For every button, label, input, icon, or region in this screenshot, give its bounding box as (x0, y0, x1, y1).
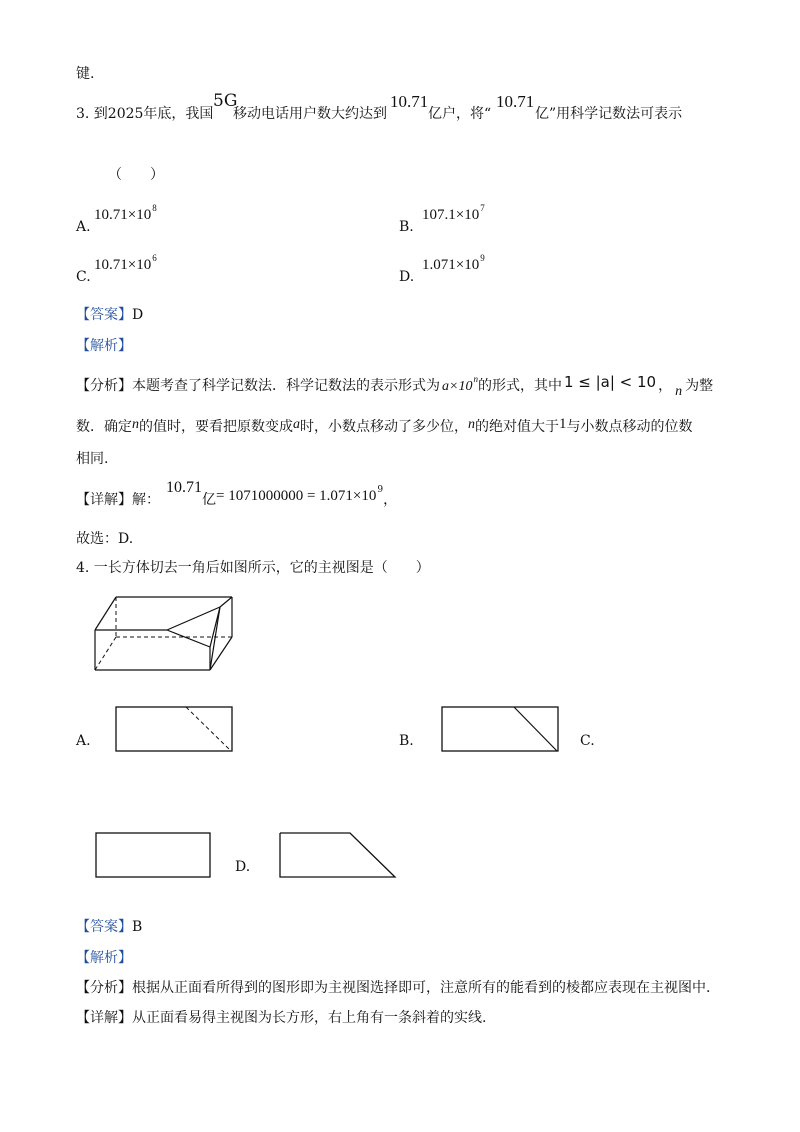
q3-choose: 故选：D. (76, 531, 134, 547)
q4-option-c-figure (95, 832, 211, 878)
q4-detail: 【详解】从正面看易得主视图为长方形，右上角有一条斜着的实线. (76, 1010, 487, 1026)
answer-value: B (132, 919, 143, 935)
fenxi-formula: $a\times 10^n$ (442, 374, 478, 394)
q3-option-a-value: $10.71\times 10^8$ (94, 203, 157, 223)
q4-option-c-label: C. (580, 733, 595, 749)
q3-answer (76, 308, 143, 322)
q3-text-part1: 3. 到2025年底，我国 (76, 106, 214, 122)
q3-option-d-label: D. (399, 269, 415, 285)
q4-option-d-figure (279, 832, 397, 878)
fenxi-inequality: 1 ≤ |a| < 10 (563, 373, 657, 391)
q3-fenxi-line3: 相同. (76, 451, 109, 467)
answer-tag: 【答案】 (76, 307, 132, 323)
q3-option-c-label: C. (76, 269, 91, 285)
q3-token-5g: 5G (213, 91, 238, 111)
prev-text-tail: 键. (76, 66, 95, 82)
detail-tag: 【详解】 (76, 492, 132, 508)
q3-value-2: 10.71 (496, 92, 535, 111)
fenxi-tag: 【分析】 (76, 980, 132, 996)
q4-option-d-label: D. (235, 859, 251, 875)
q3-text-part4: 亿”用科学记数法可表示 (535, 106, 683, 122)
q3-text-part3: 亿户，将“ (428, 106, 492, 122)
q4-cuboid-figure (90, 590, 250, 680)
q3-option-b-label: B. (399, 219, 414, 235)
q3-option-c-value: $10.71\times 10^6$ (94, 253, 157, 273)
q3-option-a-label: A. (76, 219, 91, 235)
q3-text-part2: 移动电话用户数大约达到 (233, 106, 387, 122)
q3-fenxi-line2: 数．确定n的值时，要看把原数变成a时，小数点移动了多少位，n的绝对值大于1与小数点移动的位数 (76, 416, 693, 435)
q4-option-a-figure (115, 706, 233, 752)
q4-answer (76, 920, 142, 934)
q4-option-b-figure (441, 706, 559, 752)
q3-fenxi-line1: 【分析】本题考查了科学记数法．科学记数法的表示形式为 $a\times 10^n$的形式，其中 1 ≤ |a| < 10 ， n 为整 (76, 373, 714, 399)
q3-answer-paren: （ ） (108, 167, 164, 183)
q4-option-a-label: A. (76, 733, 91, 749)
answer-tag: 【答案】 (76, 919, 132, 935)
fenxi-tag: 【分析】 (76, 378, 132, 394)
answer-value: D (132, 307, 144, 323)
q4-option-b-label: B. (399, 733, 414, 749)
detail-tag: 【详解】 (76, 1010, 132, 1026)
q4-question: 4. 一长方体切去一角后如图所示，它的主视图是（ ） (76, 560, 430, 576)
q3-value-1: 10.71 (390, 92, 429, 111)
q3-analysis-tag: 【解析】 (76, 338, 132, 354)
q3-option-d-value: $1.071\times 10^9$ (422, 253, 485, 273)
q3-detail: 【详解】解：10.71亿= $1071000000 = 1.071\times 10^9$， (76, 479, 398, 508)
q3-option-b-value: $107.1\times 10^7$ (422, 203, 485, 223)
q4-analysis-tag: 【解析】 (76, 950, 132, 966)
q4-fenxi: 【分析】根据从正面看所得到的图形即为主视图选择即可，注意所有的能看到的棱都应表现在主视图中. (76, 980, 711, 996)
